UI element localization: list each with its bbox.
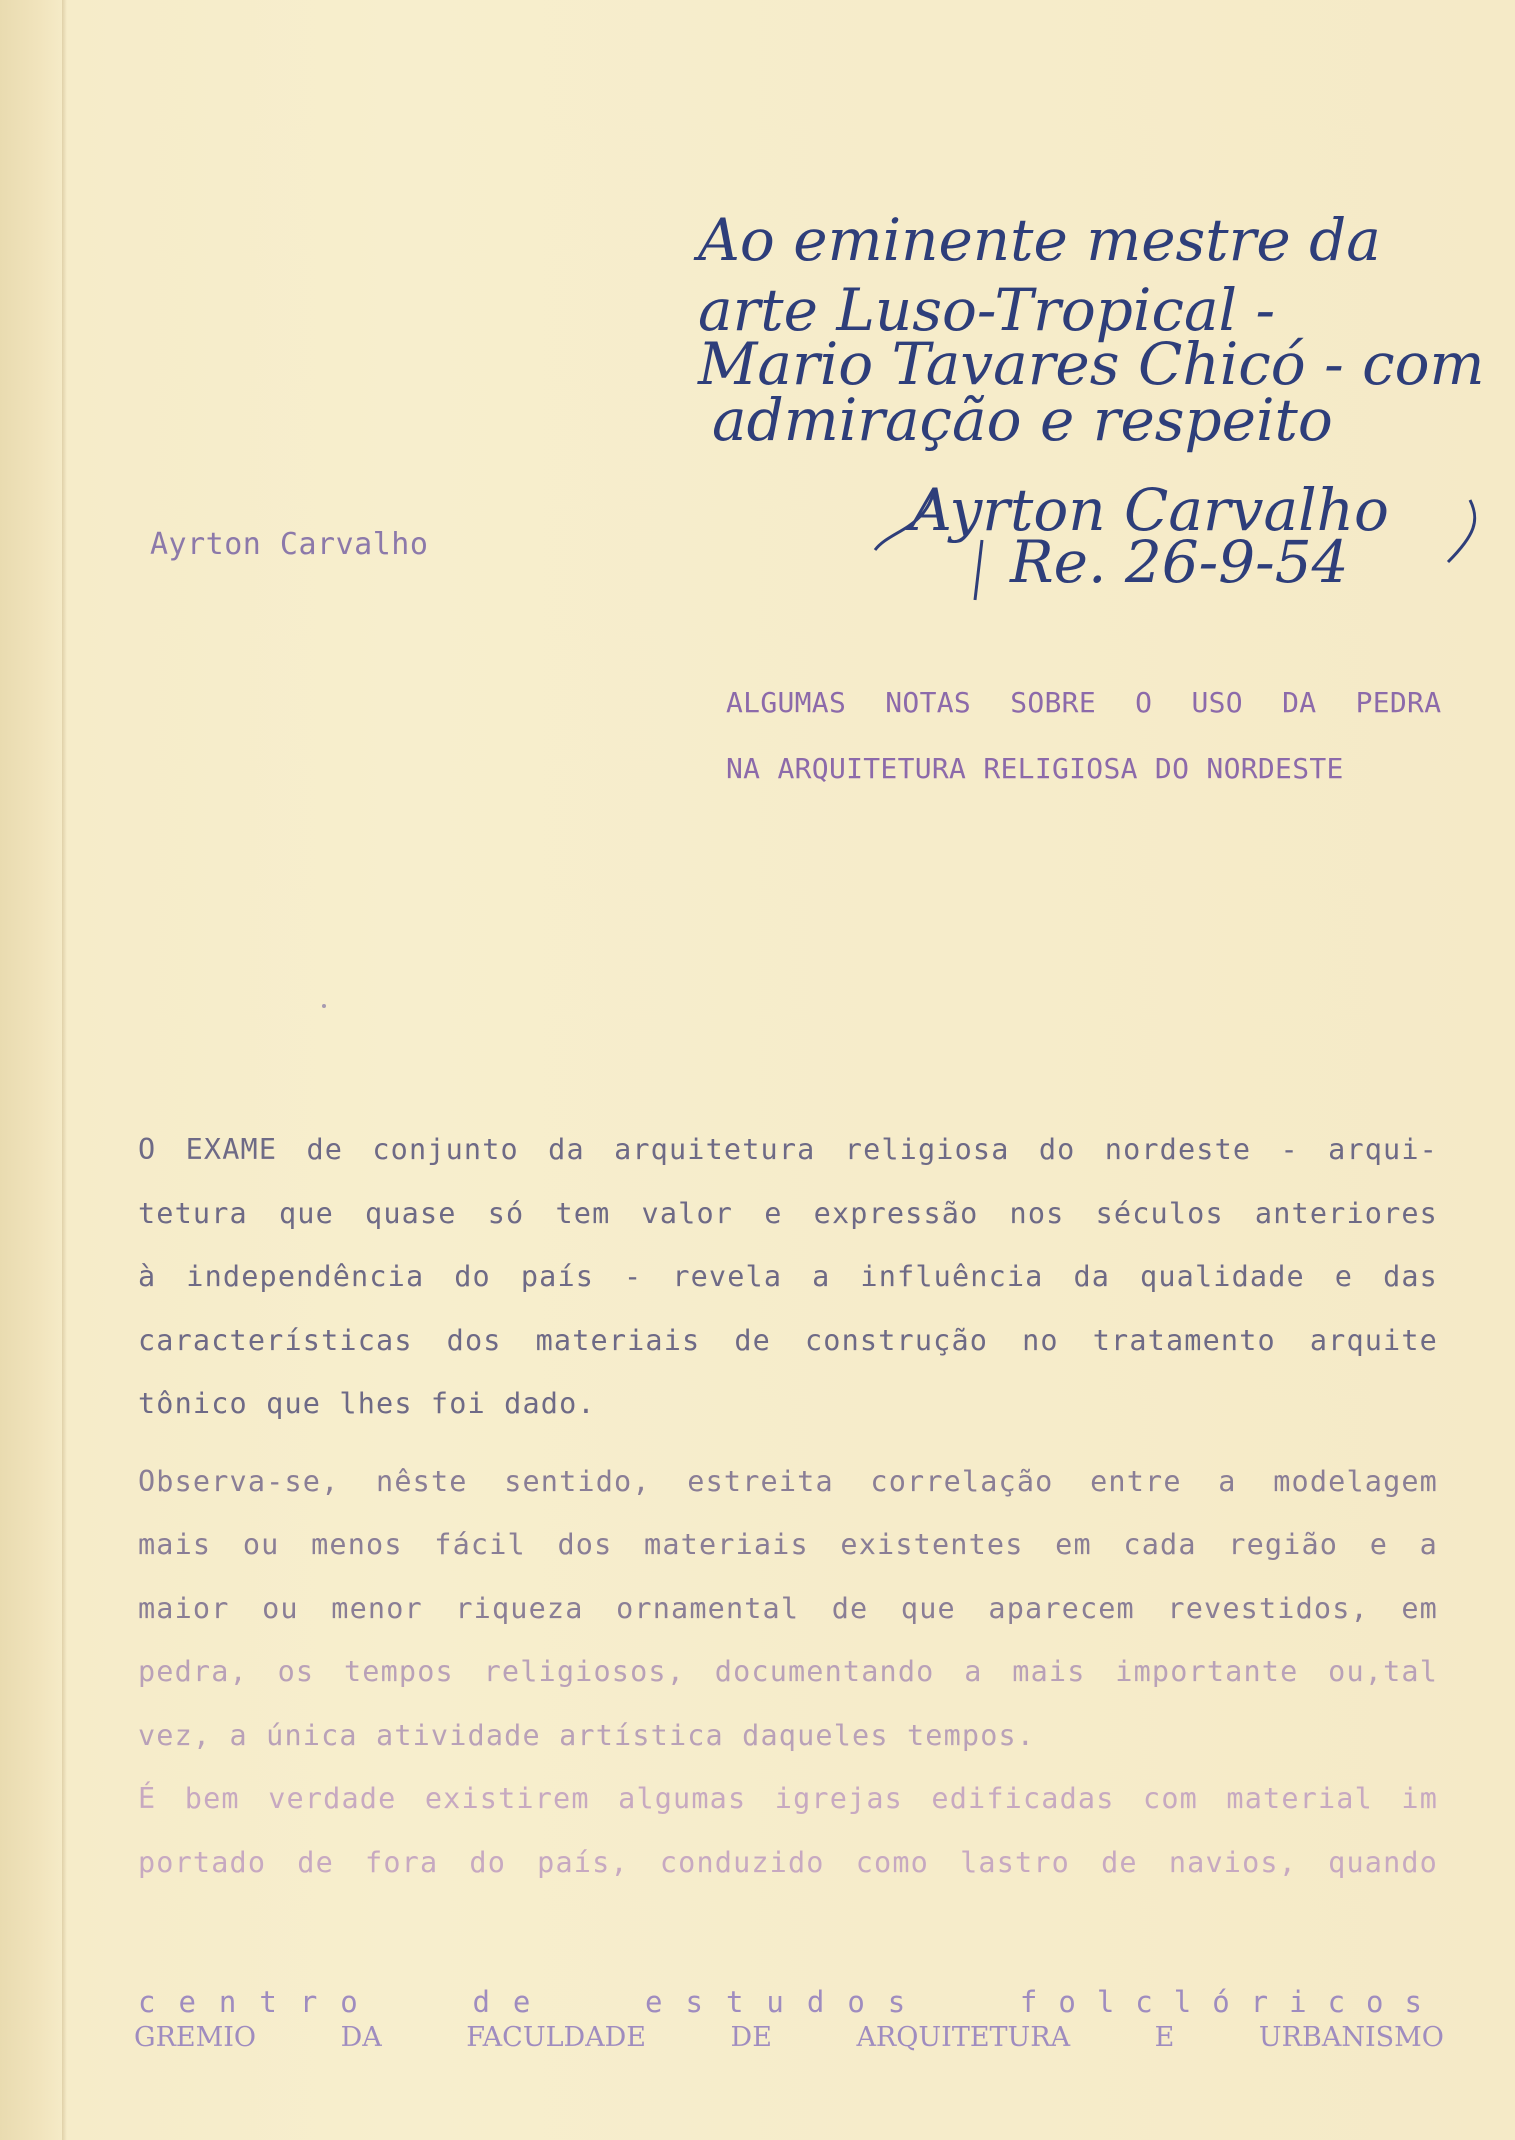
paragraph-2 xyxy=(138,1450,1438,1768)
footer-word: GREMIO xyxy=(134,2022,257,2053)
text-line: vez, a única atividade artística daqueles tempos. xyxy=(138,1718,1036,1752)
signature-stroke xyxy=(975,540,982,600)
footer-institution-line-2 xyxy=(134,2022,1444,2053)
page-fold-shadow xyxy=(62,0,67,2140)
ink-dot xyxy=(322,1004,326,1008)
footer-word: URBANISMO xyxy=(1258,2022,1444,2053)
paragraph-3 xyxy=(138,1767,1438,1894)
dedication-signature: Ayrton Carvalho xyxy=(910,476,1389,544)
footer-institution-line-1 xyxy=(138,1985,1443,2019)
text-line: características dos materiais de construção no tratamento arquite xyxy=(138,1323,1438,1357)
text-line: mais ou menos fácil dos materiais existentes em cada região e a xyxy=(138,1528,1438,1561)
text-line: tônico que lhes foi dado. xyxy=(138,1387,596,1420)
dedication-line-2: arte Luso-Tropical - xyxy=(698,276,1276,344)
title-line-1: ALGUMAS NOTAS SOBRE O USO DA PEDRA xyxy=(726,686,1442,719)
footer-word: estudos xyxy=(645,1985,929,2019)
text-line: Observa-se, nêste sentido, estreita correlação entre a modelagem xyxy=(138,1464,1438,1498)
text-line: O EXAME de conjunto da arquitetura religiosa do nordeste - arqui- xyxy=(138,1133,1438,1166)
text-line: portado de fora do país, conduzido como lastro de navios, quando xyxy=(138,1845,1438,1879)
title-line-2: NA ARQUITETURA RELIGIOSA DO NORDESTE xyxy=(726,752,1344,785)
footer-word: DA xyxy=(340,2022,382,2053)
footer-word: centro xyxy=(138,1985,381,2019)
dedication-line-3: Mario Tavares Chicó - com xyxy=(698,330,1485,398)
text-line: pedra, os tempos religiosos, documentando a mais importante ou,tal xyxy=(138,1655,1438,1688)
text-line: à independência do país - revela a influência da qualidade e das xyxy=(138,1260,1438,1293)
signature-end-stroke xyxy=(1448,500,1475,562)
author-name: Ayrton Carvalho xyxy=(150,527,429,562)
body-text xyxy=(138,1118,1438,1894)
footer-word: de xyxy=(472,1985,554,2019)
footer-word: E xyxy=(1154,2022,1175,2053)
footer-word: folclóricos xyxy=(1019,1985,1443,2019)
text-line: tetura que quase só tem valor e expressão nos séculos anteriores xyxy=(138,1196,1438,1230)
text-line: maior ou menor riqueza ornamental de que aparecem revestidos, em xyxy=(138,1591,1438,1625)
document-title xyxy=(726,670,1466,802)
footer-word: FACULDADE xyxy=(466,2022,647,2053)
dedication-line-4: admiração e respeito xyxy=(712,386,1333,454)
footer-word: DE xyxy=(730,2022,772,2053)
dedication-line-1: Ao eminente mestre da xyxy=(698,206,1381,274)
footer-word: ARQUITETURA xyxy=(856,2022,1071,2053)
handwritten-dedication xyxy=(690,200,1490,620)
text-line: É bem verdade existirem algumas igrejas edificadas com material im xyxy=(138,1782,1438,1815)
paragraph-1 xyxy=(138,1118,1438,1436)
dedication-date: Re. 26-9-54 xyxy=(1010,528,1349,596)
